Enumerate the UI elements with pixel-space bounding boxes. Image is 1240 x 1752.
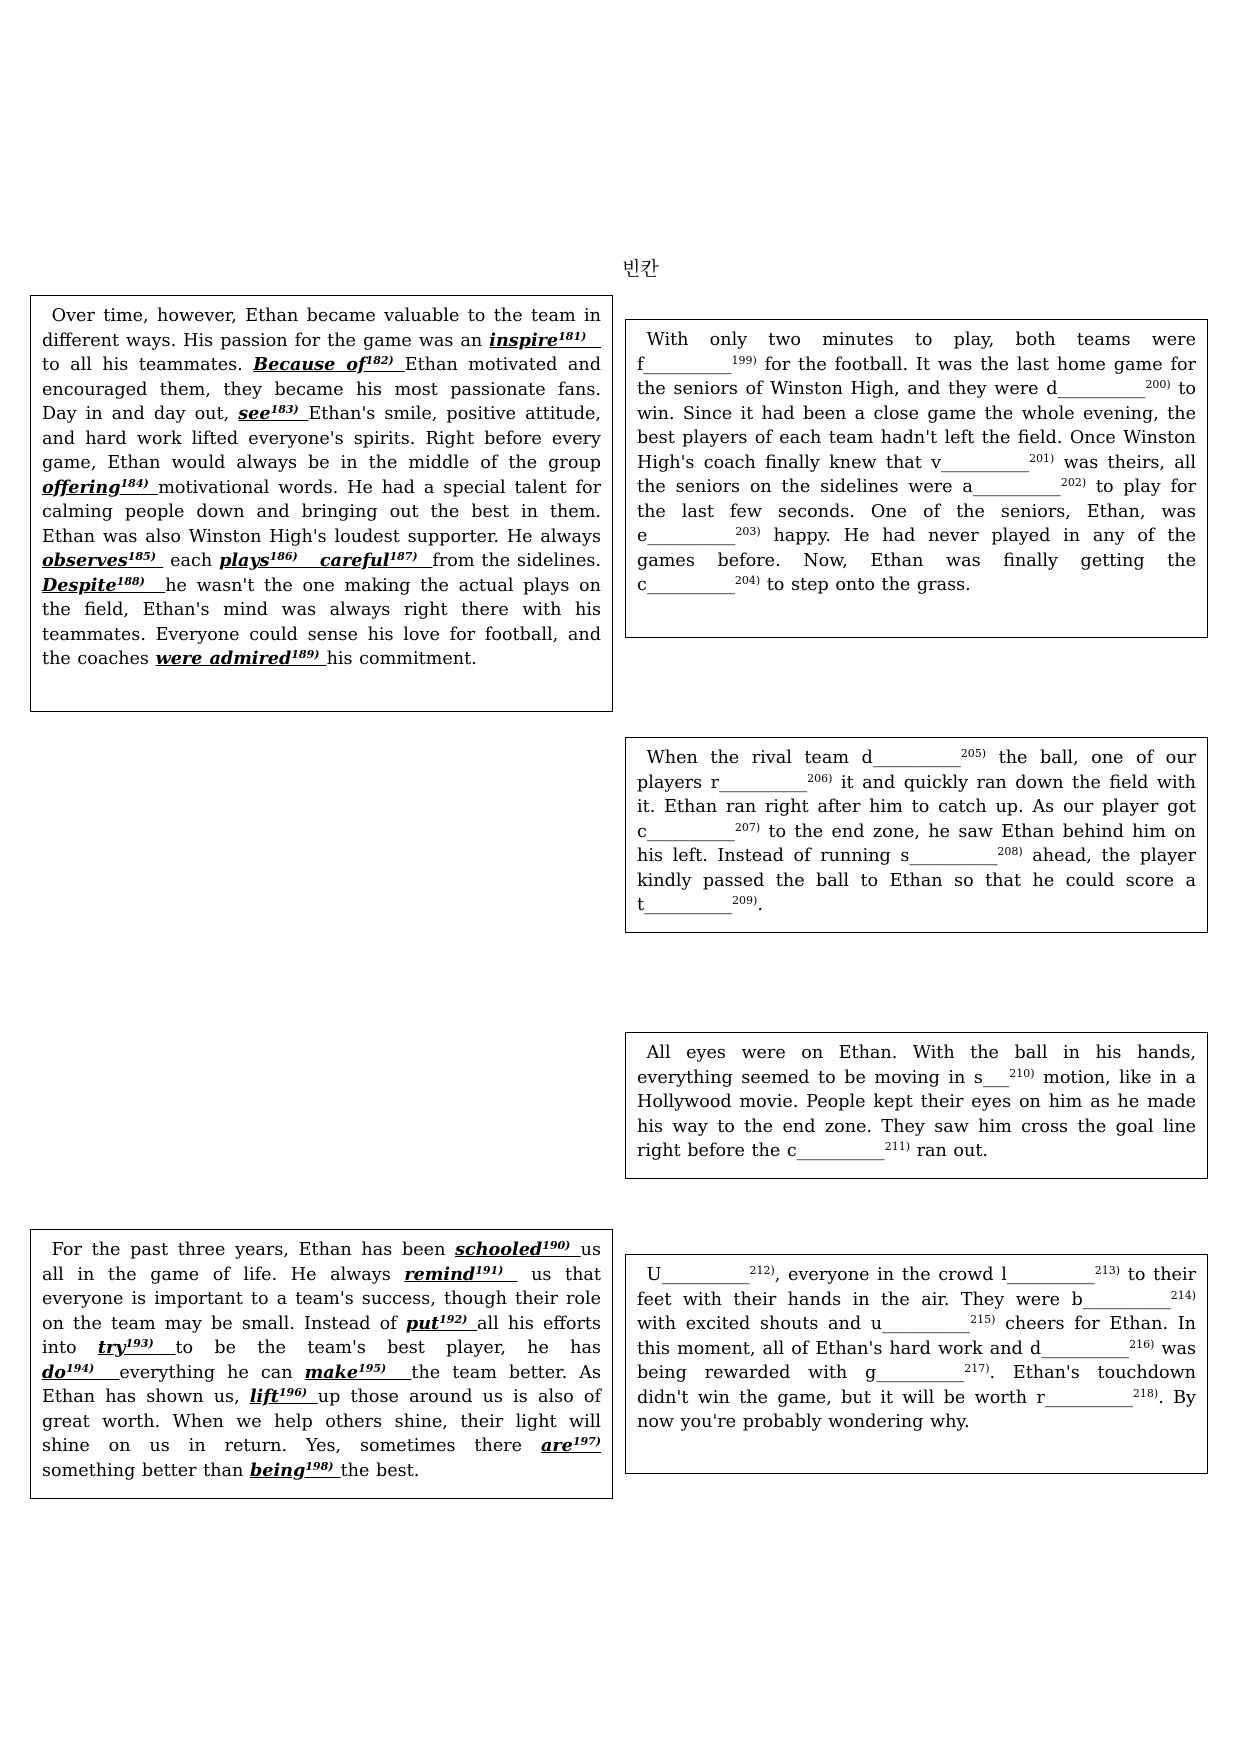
blank-211: __________ (796, 1141, 885, 1161)
passage-box-all-eyes (625, 1032, 1208, 1179)
underlined-item-187: careful$^{187)}$ (319, 550, 418, 571)
underlined-item-188: Despite$^{188)}$ (42, 574, 145, 596)
underlined-item-196: lift$^{196)}$ (249, 1386, 308, 1407)
underlined-item-194: $do^{194)}$ (42, 1361, 95, 1383)
blank-201: __________ (941, 452, 1030, 473)
blank-217: __________ (876, 1363, 965, 1383)
blank-208: __________ (909, 846, 998, 866)
underlined-item-184: offering$^{184)}$ (42, 476, 149, 498)
passage-text: All eyes were on Ethan. With the ball in his hands, everything seemed to be moving in s___$^{210)}$ motion, like in a Hollywood movie. People kept their eyes on him as he made his way to the end zone. They saw him cross the goal line right before the c__________$^{211)}$ ran out. (637, 1043, 1197, 1161)
blank-200: __________ (1057, 379, 1146, 399)
blank-209: __________ (644, 895, 733, 915)
underlined-item-185: observes$^{185)}$ (42, 550, 156, 571)
underlined-item-181: inspire$^{181)}$ (489, 329, 587, 351)
underlined-item-191: remind$^{191)}$ (404, 1263, 504, 1285)
blank-202: __________ (972, 477, 1061, 497)
blank-199: __________ (643, 354, 732, 375)
passage-text: With only two minutes to play, both teams were f__________$^{199)}$ for the football. It was the last home game for the seniors of Winston High, and they were d__________$^{200)}$ to win. Since it had been a close game the whole evening, the best players of each team hadn't left the field. Once Winston High's coach finally knew that v__________$^{201)}$ was theirs, all the seniors on the sidelines were a__________$^{202)}$ to play for the last few seconds. One of the seniors, Ethan, was e__________$^{203)}$ happy. He had never played in any of the games before. Now, Ethan was finally getting the c__________$^{204)}$ to step onto the grass. (637, 330, 1197, 595)
underlined-item-183: see$^{183)}$ (238, 403, 299, 424)
passage-box-ethan-value (30, 295, 613, 712)
passage-box-rival-team (625, 737, 1208, 933)
passage-text: When the rival team d__________$^{205)}$ the ball, one of our players r__________$^{206)}$ it and quickly ran down the field with it. Ethan ran right after him to catch up. As our player got c__________$^{207)}$ to the end zone, he saw Ethan behind him on his left. Instead of running s__________$^{208)}$ ahead, the player kindly passed the ball to Ethan so that he could score a t__________$^{209)}$. (637, 747, 1197, 915)
blank-215: __________ (882, 1314, 971, 1334)
underlined-item-197: are$^{197)}$ (540, 1435, 602, 1456)
underlined-item-186: plays$^{186)}$ (219, 550, 298, 571)
blank-214: __________ (1082, 1289, 1171, 1310)
underlined-item-198: being$^{198)}$ (249, 1459, 334, 1481)
blank-212: __________ (661, 1265, 750, 1285)
page-heading: 빈칸 (622, 258, 659, 280)
underlined-item-182: Because $of^{182)}$ (253, 354, 394, 375)
underlined-item-192: put$^{192)}$ (405, 1312, 468, 1334)
passage-box-past-three-years (30, 1229, 613, 1499)
passage-box-crowd (625, 1254, 1208, 1474)
passage-text: Over time, however, Ethan became valuable to the team in different ways. His passion for the game was an inspire$^{181)}$ to all his teammates. Because $of^{182)}$ Ethan motivated and encouraged them, they became his most passionate fans. Day in and day out, see$^{183)}$ Ethan's smile, positive attitude, and hard work lifted everyone's spirits. Right before every game, Ethan would always be in the middle of the group offering$^{184)}$ motivational words. He had a special talent for calming people down and bringing out the best in them. Ethan was also Winston High's loudest supporter. He always observes$^{185)}$ each plays$^{186)}$ careful$^{187)}$ from the sidelines. Despite$^{188)}$ he wasn't the one making the actual plays on the field, Ethan's mind was always right there with his teammates. Everyone could sense his love for football, and the coaches were admired$^{189)}$ his commitment. (42, 306, 602, 669)
blank-205: __________ (872, 748, 961, 768)
blank-216: __________ (1041, 1338, 1130, 1359)
passage-text: For the past three years, Ethan has been schooled$^{190)}$ us all in the game of life. He always remind$^{191)}$ us that everyone is important to a team's success, though their role on the team may be small. Instead of put$^{192)}$ all his efforts into try$^{193)}$ to be the team's best player, he has $do^{194)}$ everything he can make$^{195)}$ the team better. As Ethan has shown us, lift$^{196)}$ up those around us is also of great worth. When we help others shine, their light will shine on us in return. Yes, sometimes there are$^{197)}$ something better than being$^{198)}$ the best. (42, 1239, 602, 1481)
underlined-item-195: make$^{195)}$ (304, 1361, 387, 1383)
underlined-item-190: schooled$^{190)}$ (455, 1239, 571, 1260)
passage-text: U__________$^{212)}$, everyone in the crowd l__________$^{213)}$ to their feet with their hands in the air. They were b__________$^{214)}$ with excited shouts and u__________$^{215)}$ cheers for Ethan. In this moment, all of Ethan's hard work and d__________$^{216)}$ was being rewarded with g__________$^{217)}$. Ethan's touchdown didn't win the game, but it will be worth r__________$^{218)}$. By now you're probably wondering why. (637, 1264, 1196, 1432)
blank-213: __________ (1006, 1265, 1095, 1285)
blank-204: __________ (646, 575, 735, 595)
passage-box-two-minutes (625, 319, 1208, 638)
blank-203: __________ (647, 526, 736, 546)
blank-210: ___ (982, 1067, 1010, 1088)
blank-218: __________ (1044, 1387, 1133, 1408)
underlined-item-189: were admired$^{189)}$ (155, 648, 320, 669)
underlined-item-193: try$^{193)}$ (97, 1337, 154, 1358)
blank-206: __________ (719, 772, 808, 793)
blank-207: __________ (646, 821, 735, 842)
